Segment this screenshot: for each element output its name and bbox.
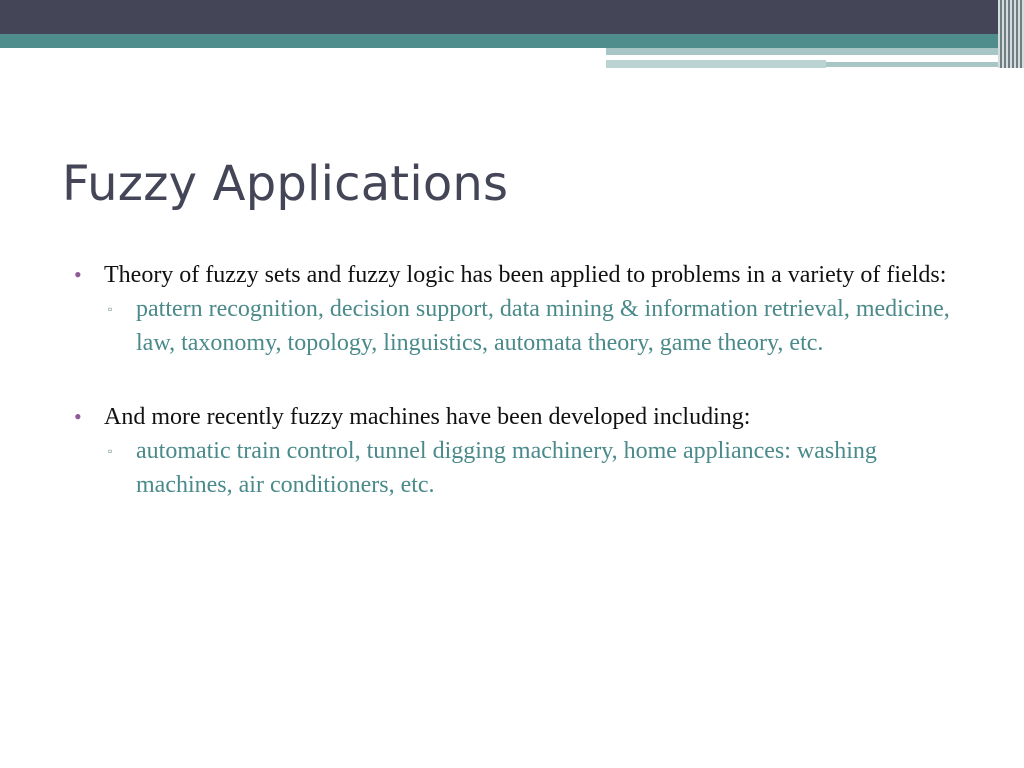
- bullet-item: [74, 400, 974, 434]
- header-accent-line-right: [826, 62, 1024, 67]
- header-stripes-decoration: [998, 0, 1024, 68]
- sub-bullet-square-icon: ▫: [108, 444, 113, 458]
- bullet-item: [74, 258, 974, 292]
- header-accent-line-short: [606, 60, 826, 68]
- sub-bullet-item: [74, 292, 974, 360]
- header-dark-band: [0, 0, 1024, 34]
- bullet-text: And more recently fuzzy machines have been developed including:: [104, 404, 751, 430]
- header-accent-line: [606, 48, 1024, 55]
- sub-bullet-text: pattern recognition, decision support, data mining & information retrieval, medicine, law, taxonomy, topology, linguistics, automata theory, game theory, etc.: [136, 296, 950, 356]
- slide-body: [74, 258, 974, 502]
- bullet-dot-icon: •: [74, 404, 82, 429]
- sub-bullet-text: automatic train control, tunnel digging machinery, home appliances: washing machines, air conditioners, etc.: [136, 438, 877, 498]
- sub-bullet-square-icon: ▫: [108, 302, 113, 316]
- header-accent-gap: [606, 55, 946, 58]
- header-teal-band: [0, 34, 1024, 48]
- sub-bullet-item: [74, 434, 974, 502]
- bullet-text: Theory of fuzzy sets and fuzzy logic has been applied to problems in a variety of fields:: [104, 262, 947, 288]
- slide-title: Fuzzy Applications: [62, 156, 509, 212]
- bullet-dot-icon: •: [74, 262, 82, 287]
